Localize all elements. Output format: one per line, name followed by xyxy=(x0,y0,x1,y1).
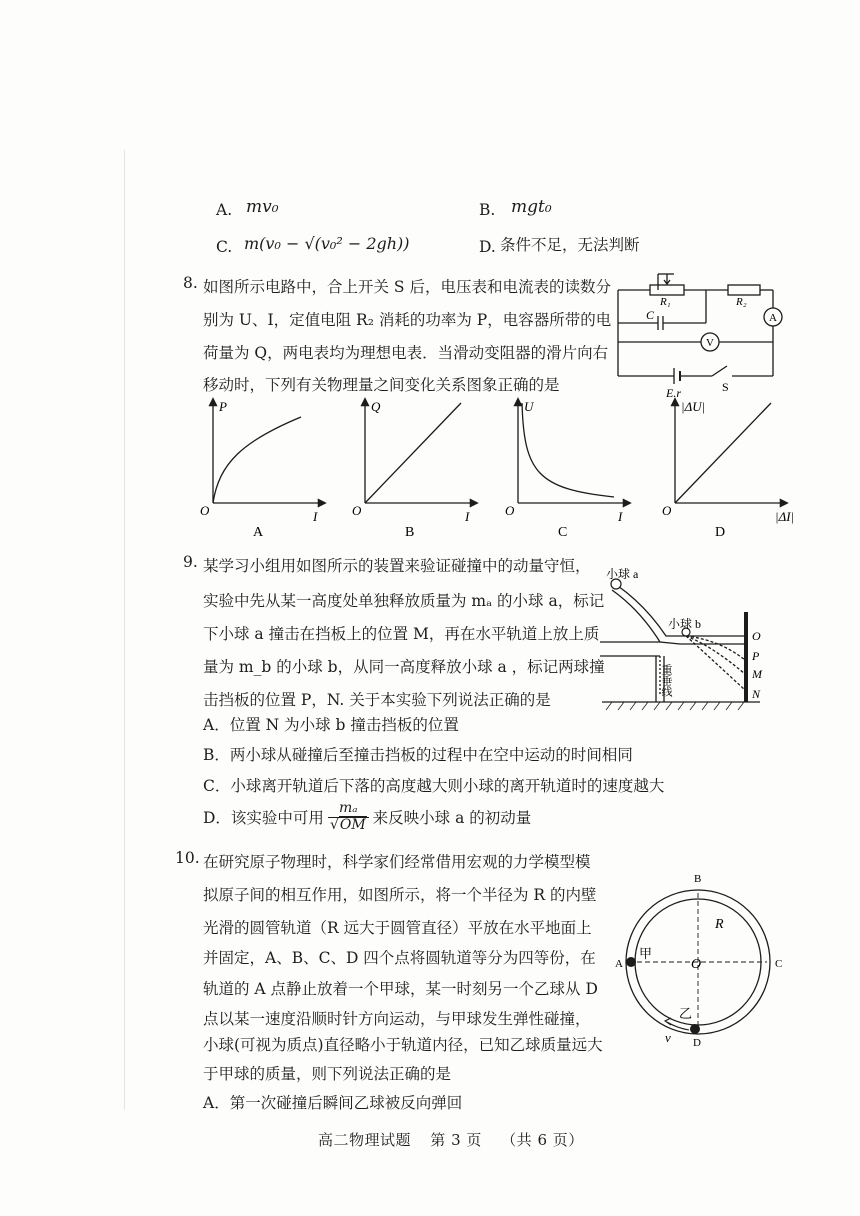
q10-label-d: D xyxy=(693,1037,701,1049)
footer-page: 第 3 页 xyxy=(430,1131,482,1149)
q9-number: 9. xyxy=(183,553,198,571)
q9-fraction-numerator: mₐ xyxy=(328,801,369,817)
q7-option-c-text: m(v₀ − √(v₀² − 2gh)) xyxy=(244,234,410,253)
q10-ball-yi xyxy=(690,1024,700,1034)
q9-fraction-denominator: √OM xyxy=(329,816,366,833)
q8-ammeter-label: A xyxy=(769,312,777,324)
q8-graph-d xyxy=(675,399,787,503)
q9-option-b: B．两小球从碰撞后至撞击挡板的过程中在空中运动的时间相同 xyxy=(203,746,633,764)
q10-option-a: A．第一次碰撞后瞬间乙球被反向弹回 xyxy=(203,1094,463,1112)
q9-label-ball-b: 小球 b xyxy=(668,617,702,631)
q10-label-c: C xyxy=(775,958,783,970)
q10-label-r: R xyxy=(715,917,724,932)
q10-label-yi: 乙 xyxy=(679,1006,693,1021)
page-footer xyxy=(318,1129,584,1150)
q9-option-d-fraction xyxy=(328,801,369,833)
q8-circuit-diagram xyxy=(610,268,800,400)
q8-graph-c xyxy=(518,399,630,503)
q9-label-p: P xyxy=(752,649,760,663)
q9-option-d-prefix: D．该实验中可用 xyxy=(203,809,324,827)
q8-line-1: 如图所示电路中，合上开关 S 后，电压表和电流表的读数分 xyxy=(203,278,611,296)
q8-label-source: E.r xyxy=(666,386,681,400)
q7-option-d-label: D. xyxy=(479,238,496,256)
page-edge xyxy=(124,150,125,1110)
graph-x-label: I xyxy=(465,509,470,524)
q9-option-d xyxy=(203,797,531,837)
q9-line-1: 某学习小组用如图所示的装置来验证碰撞中的动量守恒， xyxy=(203,557,591,575)
q7-option-c-label: C. xyxy=(216,238,233,256)
q9-line-4: 量为 m_b 的小球 b，从同一高度释放小球 a ，标记两球撞 xyxy=(203,658,605,676)
q8-label-r2: R₂ xyxy=(736,296,747,308)
graph-origin-label: O xyxy=(505,503,515,518)
graph-curve xyxy=(675,403,771,503)
q9-apparatus-diagram xyxy=(600,562,770,712)
q9-line-2: 实验中先从某一高度处单独释放质量为 mₐ 的小球 a，标记 xyxy=(203,592,605,610)
graph-curve xyxy=(365,403,461,503)
q10-line-6: 点以某一速度沿顺时针方向运动，与甲球发生弹性碰撞， xyxy=(203,1010,591,1028)
graph-curve xyxy=(522,403,614,497)
q10-line-1: 在研究原子物理时，科学家们经常借用宏观的力学模型模 xyxy=(203,853,591,871)
graph-y-label: P xyxy=(219,399,227,414)
graph-caption: D xyxy=(715,525,726,540)
q8-label-r1: R₁ xyxy=(660,296,671,308)
q10-label-jia: 甲 xyxy=(639,946,653,961)
q8-label-switch: S xyxy=(722,380,729,394)
q9-line-5: 击挡板的位置 P，N. 关于本实验下列说法正确的是 xyxy=(203,691,551,709)
q10-label-b: B xyxy=(694,873,702,885)
graph-caption: C xyxy=(558,525,568,540)
q8-option-graphs xyxy=(195,395,795,545)
q7-option-d-text: 条件不足，无法判断 xyxy=(500,236,640,254)
q10-line-7: 小球(可视为质点)直径略小于轨道内径，已知乙球质量远大 xyxy=(203,1036,603,1054)
q10-line-3: 光滑的圆管轨道（R 远大于圆管直径）平放在水平地面上 xyxy=(203,919,592,937)
q9-label-o: O xyxy=(752,629,761,643)
q9-label-m: M xyxy=(752,667,762,681)
q8-voltmeter-label: V xyxy=(706,337,714,349)
footer-total: （共 6 页） xyxy=(501,1131,584,1149)
q7-option-a-text: mv₀ xyxy=(246,197,279,217)
q10-number: 10. xyxy=(175,849,200,867)
q10-line-5: 轨道的 A 点静止放着一个甲球，某一时刻另一个乙球从 D xyxy=(203,980,598,998)
graph-x-label: |ΔI| xyxy=(775,509,795,524)
q10-ring-diagram xyxy=(615,866,795,1050)
q10-label-v: v xyxy=(665,1030,671,1045)
q9-fraction-radicand: OM xyxy=(339,816,366,833)
q7-option-b-text: mgt₀ xyxy=(511,197,552,217)
q8-line-3: 荷量为 Q，两电表均为理想电表．当滑动变阻器的滑片向右 xyxy=(203,344,609,362)
q9-label-plumb: 重垂线 xyxy=(660,664,672,697)
graph-curve xyxy=(213,417,301,503)
q7-option-a-label: A. xyxy=(216,201,233,219)
q10-ball-jia xyxy=(626,957,636,967)
graph-y-label: |ΔU| xyxy=(681,399,706,414)
q10-line-4: 并固定，A、B、C、D 四个点将圆轨道等分为四等份，在 xyxy=(203,949,596,967)
q8-graph-a xyxy=(213,399,325,503)
graph-origin-label: O xyxy=(200,503,210,518)
graph-caption: B xyxy=(405,525,415,540)
graph-origin-label: O xyxy=(662,503,672,518)
q8-graph-b xyxy=(365,399,477,503)
q9-option-c: C．小球离开轨道后下落的高度越大则小球的离开轨道时的速度越大 xyxy=(203,777,665,795)
q10-line-8: 于甲球的质量，则下列说法正确的是 xyxy=(203,1065,452,1083)
q10-label-a: A xyxy=(615,958,623,970)
q9-option-d-suffix: 来反映小球 a 的初动量 xyxy=(372,809,532,827)
graph-caption: A xyxy=(253,525,264,540)
graph-y-label: Q xyxy=(371,399,381,414)
q9-line-3: 下小球 a 撞击在挡板上的位置 M，再在水平轨道上放上质 xyxy=(203,625,600,643)
graph-y-label: U xyxy=(524,399,534,414)
footer-subject: 高二物理试题 xyxy=(318,1131,412,1149)
q8-number: 8. xyxy=(183,274,198,292)
graph-x-label: I xyxy=(618,509,623,524)
graph-x-label: I xyxy=(313,509,318,524)
q9-label-n: N xyxy=(752,687,761,701)
q10-label-o: O xyxy=(691,957,702,972)
q7-option-b-label: B. xyxy=(479,201,496,219)
graph-origin-label: O xyxy=(352,503,362,518)
q10-line-2: 拟原子间的相互作用，如图所示，将一个半径为 R 的内壁 xyxy=(203,886,597,904)
q9-label-ball-a: 小球 a xyxy=(606,567,639,581)
q8-label-c: C xyxy=(646,308,655,322)
q9-option-a: A．位置 N 为小球 b 撞击挡板的位置 xyxy=(203,716,459,734)
q8-line-2: 别为 U、I，定值电阻 R₂ 消耗的功率为 P，电容器所带的电 xyxy=(203,311,612,329)
q8-line-4: 移动时，下列有关物理量之间变化关系图象正确的是 xyxy=(203,376,560,394)
